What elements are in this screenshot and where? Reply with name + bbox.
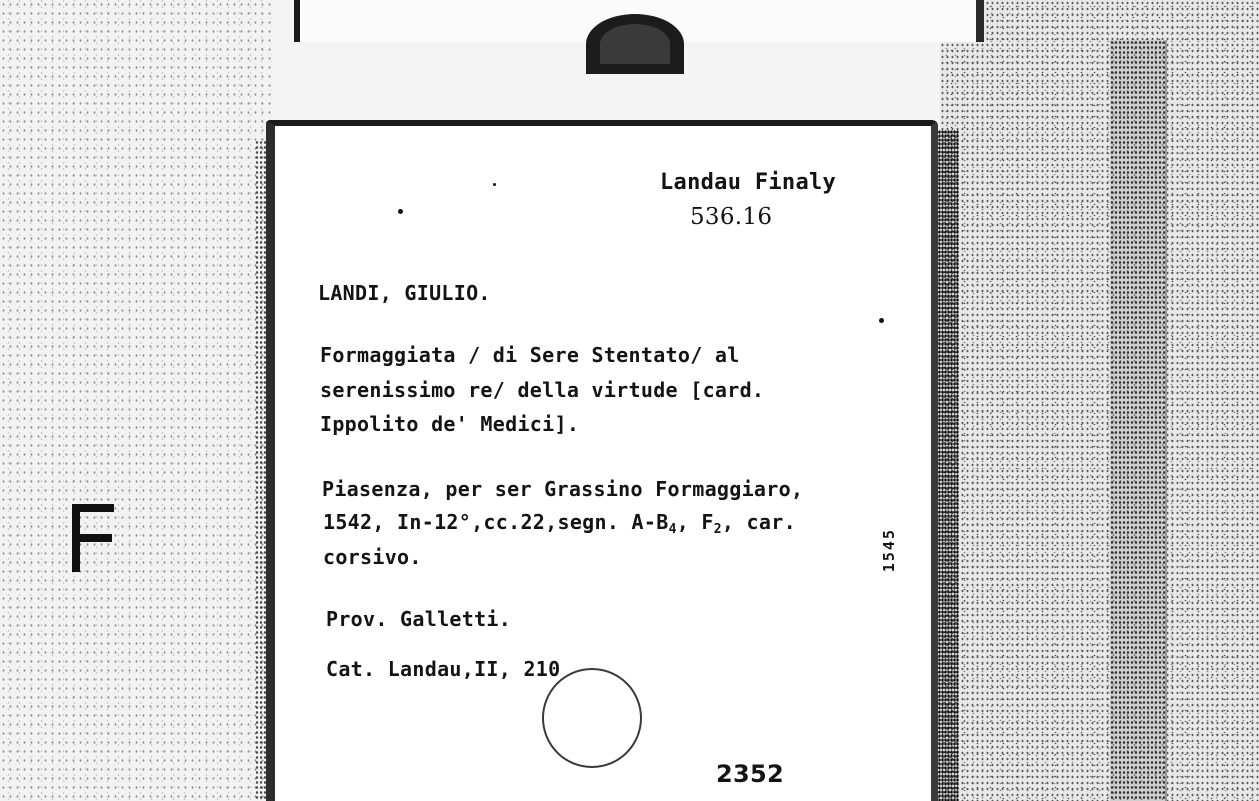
imprint-line-1: Piasenza, per ser Grassino Formaggiaro, xyxy=(322,477,804,501)
title-line-1: Formaggiata / di Sere Stentato/ al xyxy=(320,343,740,367)
signature-subscript-1: 4 xyxy=(668,522,677,537)
punch-hole xyxy=(542,668,642,768)
previous-card-punch-hole-inner xyxy=(600,24,670,64)
card-number: 2352 xyxy=(716,760,784,788)
title-line-3: Ippolito de' Medici]. xyxy=(320,412,580,436)
provenance: Prov. Galletti. xyxy=(326,607,512,631)
author-heading: LANDI, GIULIO. xyxy=(318,281,491,305)
speckled-background-left xyxy=(0,0,272,801)
title-line-2: serenissimo re/ della virtude [card. xyxy=(320,378,765,402)
shelfmark-collection: Landau Finaly xyxy=(660,170,837,195)
imprint-line-2 xyxy=(323,510,796,537)
catalogue-reference: Cat. Landau,II, 210 xyxy=(326,657,561,681)
imprint-line-2-end: , car. xyxy=(721,510,796,534)
shelfmark-number: 536.16 xyxy=(690,204,773,230)
signature-subscript-2: 2 xyxy=(713,522,722,537)
card-shadow-right xyxy=(935,130,959,801)
ink-dot xyxy=(398,209,403,214)
margin-letter-f xyxy=(70,500,116,574)
card-edge-strip xyxy=(1110,40,1167,801)
imprint-line-2-mid: , F xyxy=(676,510,714,534)
ink-dot xyxy=(879,318,884,323)
speckled-background-right xyxy=(940,0,1259,801)
side-digits: 1545 xyxy=(880,528,898,573)
imprint-line-2-main: 1542, In-12°,cc.22,segn. A-B xyxy=(323,510,669,534)
imprint-line-3: corsivo. xyxy=(323,545,422,569)
ink-dot xyxy=(493,183,496,186)
